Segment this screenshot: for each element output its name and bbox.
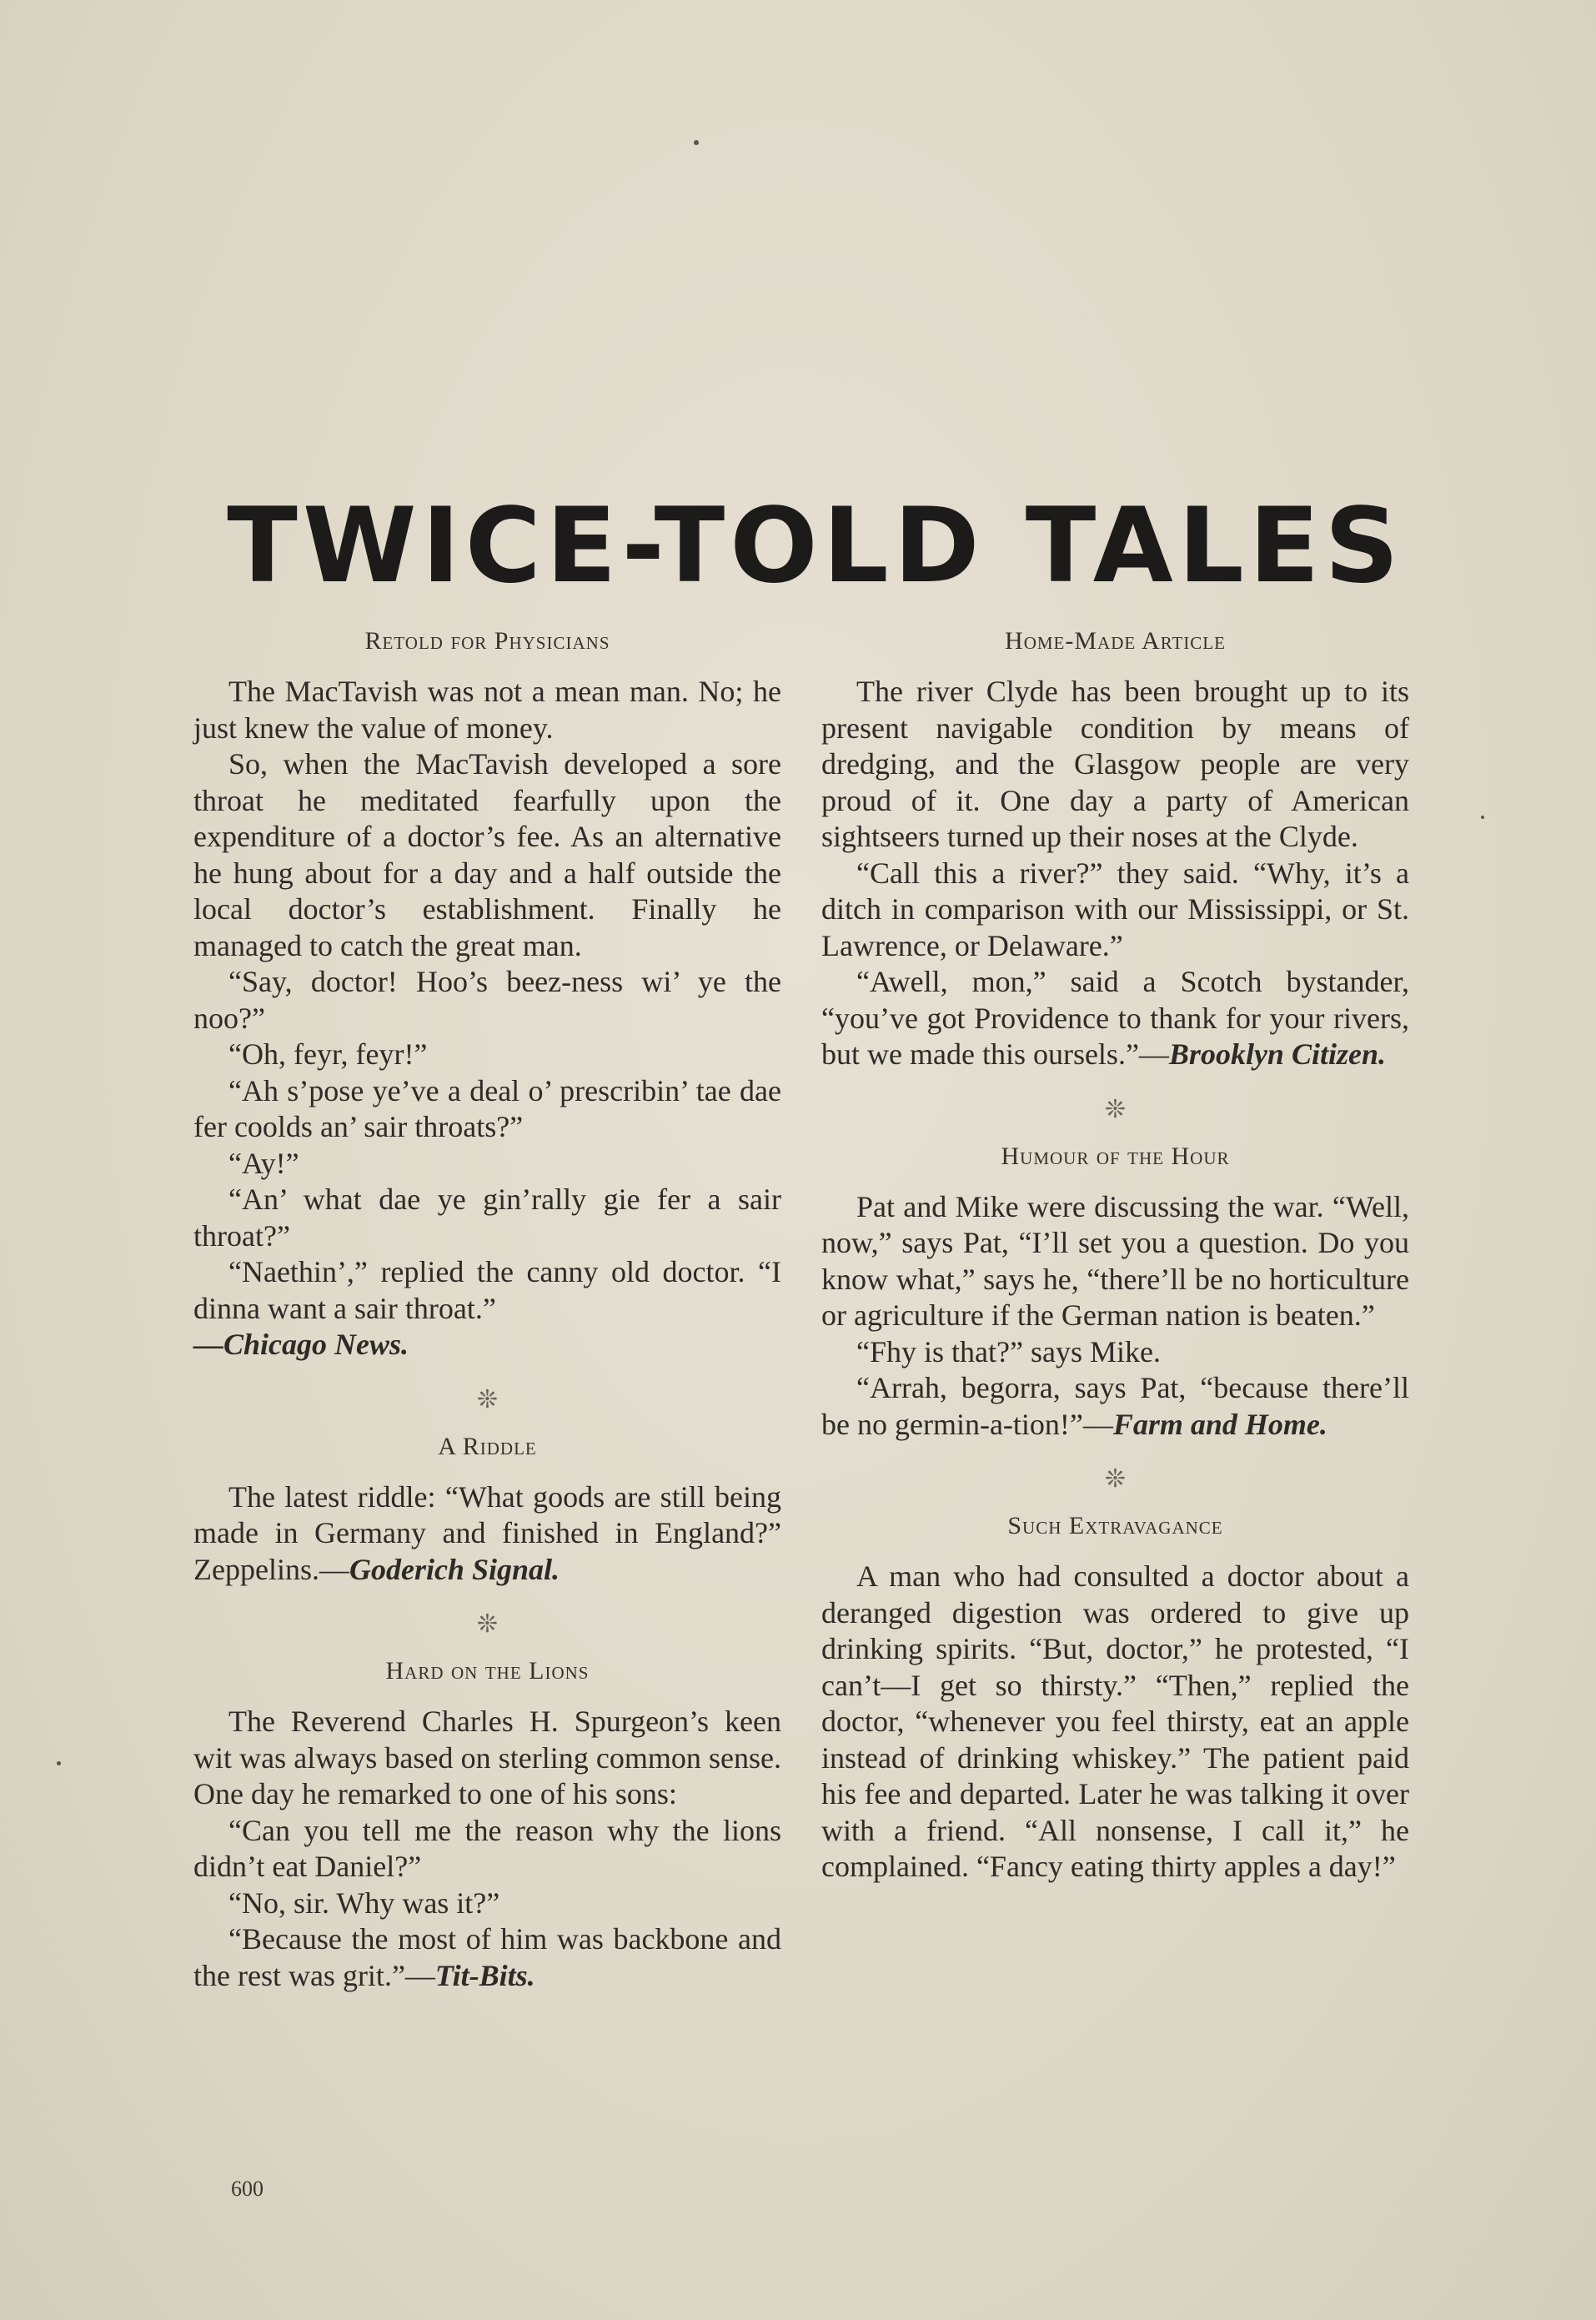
left-column [193, 627, 781, 1994]
paragraph: “Say, doctor! Hoo’s beez-ness wi’ ye the noo?” [193, 965, 781, 1035]
article-title: Humour of the Hour [1001, 1142, 1230, 1170]
paragraph: A man who had consulted a doctor about a deranged digestion was ordered to give up drinking spirits. “But, doctor,” he protested, “I can’t—I get so thirsty.” “Then,” replied the doctor, “whenever you feel thirsty, eat an apple instead of drinking whiskey.” The patient paid his fee and departed. Later he was talking it over with a friend. “All nonsense, I call it,” he complained. “Fancy eating thirty apples a day!” [821, 1559, 1409, 1883]
paragraph: “Oh, feyr, feyr!” [228, 1037, 428, 1071]
print-speck [1481, 816, 1484, 819]
paragraph: “Fhy is that?” says Mike. [856, 1334, 1161, 1368]
paragraph: The river Clyde has been brought up to its present navigable condition by means of dredging, and the Glasgow people are very proud of it. One day a party of American sightseers turned up their noses at the Clyde. [821, 675, 1409, 853]
article-title: A Riddle [438, 1432, 537, 1460]
paragraph: “Naethin’,” replied the canny old doctor. “I dinna want a sair throat.” [193, 1255, 781, 1325]
print-speck [57, 1761, 61, 1765]
article-humour-of-the-hour [821, 1142, 1409, 1444]
page-title: TWICE-TOLD TALES [227, 486, 1404, 606]
paragraph: The latest riddle: “What goods are still being made in Germany and finished in England?” Zeppelins.—Goderich Signal. [193, 1479, 781, 1586]
asterism-divider: ❊ [1104, 1464, 1127, 1494]
article-such-extravagance [821, 1512, 1409, 1886]
paragraph: “Arrah, begorra, says Pat, “because there’ll be no germin-a-tion!”—Farm and Home. [821, 1371, 1409, 1441]
source-credit: —Chicago News. [193, 1328, 409, 1361]
paragraph: “An’ what dae ye gin’rally gie fer a sair throat?” [193, 1183, 781, 1253]
paragraph: Pat and Mike were discussing the war. “Well, now,” says Pat, “I’ll set you a question. Do you know what,” says he, “there’ll be no horticulture or agriculture if the German nation is beaten.” [821, 1189, 1409, 1332]
paragraph: “Because the most of him was backbone and the rest was grit.”—Tit-Bits. [193, 1922, 781, 1992]
paragraph: “Can you tell me the reason why the lions didn’t eat Daniel?” [193, 1813, 781, 1883]
paragraph: “No, sir. Why was it?” [228, 1886, 500, 1920]
article-home-made-article [821, 627, 1409, 1073]
asterism-divider: ❊ [1104, 1094, 1127, 1124]
paragraph: “Ah s’pose ye’ve a deal o’ prescribin’ tae dae fer coolds an’ sair throats?” [193, 1073, 781, 1143]
source-credit: Brooklyn Citizen. [1168, 1037, 1386, 1071]
article-title: Home-Made Article [1005, 627, 1226, 655]
asterism-divider: ❊ [476, 1384, 499, 1414]
paragraph: “Awell, mon,” said a Scotch bystander, “you’ve got Providence to thank for your rivers, but we made this oursels.”—Brooklyn Citizen. [821, 965, 1409, 1071]
article-title: Retold for Physicians [364, 627, 610, 655]
paragraph: “Call this a river?” they said. “Why, it’s a ditch in comparison with our Mississippi, or St. Lawrence, or Delaware.” [821, 856, 1409, 962]
source-credit: Tit-Bits. [434, 1958, 535, 1992]
paragraph: The MacTavish was not a mean man. No; he just knew the value of money. [193, 675, 781, 745]
paragraph: “Ay!” [228, 1146, 299, 1180]
source-credit: Farm and Home. [1112, 1407, 1327, 1441]
asterism-divider: ❊ [476, 1609, 499, 1639]
article-a-riddle [193, 1433, 781, 1589]
print-speck [694, 140, 699, 145]
paragraph: So, when the MacTavish developed a sore throat he meditated fearfully upon the expenditure of a doctor’s fee. As an alternative he hung about for a day and a half outside the local doctor’s establishment. Finally he managed to catch the great man. [193, 747, 781, 962]
page-number: 600 [231, 2177, 263, 2201]
article-hard-on-the-lions [193, 1657, 781, 1994]
source-credit: Goderich Signal. [349, 1552, 560, 1586]
article-title: Such Extravagance [1007, 1512, 1223, 1539]
article-retold-for-physicians [193, 627, 781, 1363]
article-title: Hard on the Lions [385, 1657, 590, 1685]
right-column [821, 627, 1409, 1886]
paragraph: The Reverend Charles H. Spurgeon’s keen wit was always based on sterling common sense. One day he remarked to one of his sons: [193, 1705, 781, 1810]
